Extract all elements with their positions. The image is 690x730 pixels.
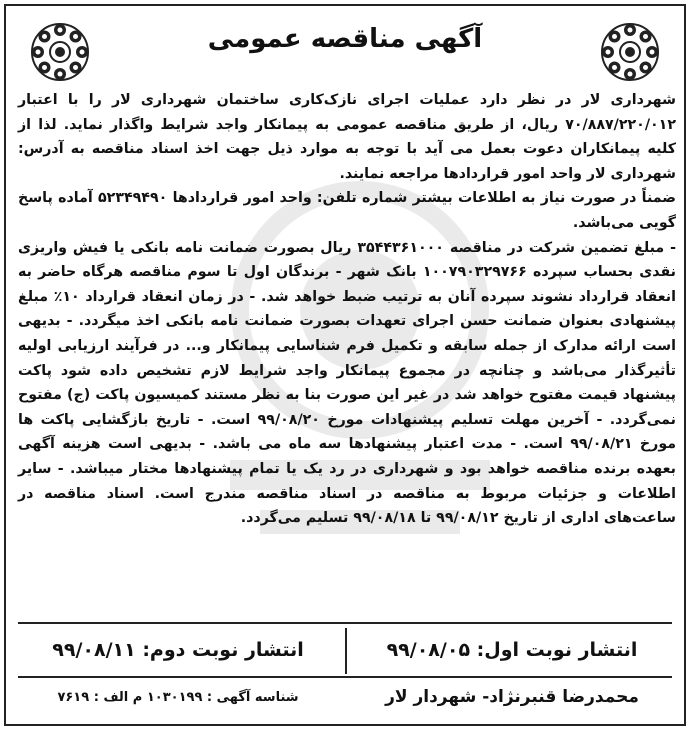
- contact-paragraph: ضمناً در صورت نیاز به اطلاعات بیشتر شماره تلفن: واحد امور قراردادها ۵۲۳۴۹۴۹۰ آماده پاسخ گویی می‌باشد.: [18, 190, 677, 231]
- footer-divider-top: [18, 622, 672, 624]
- ad-identifier: شناسه آگهی : ۱۰۳۰۱۹۹ م الف : ۷۶۱۹: [57, 689, 299, 705]
- municipality-emblem-icon: [28, 20, 92, 84]
- ad-body: [18, 88, 676, 531]
- ad-header: [6, 6, 684, 84]
- municipality-emblem-icon: [598, 20, 662, 84]
- second-publication-date: انتشار نوبت دوم: ۹۹/۰۸/۱۱: [52, 639, 304, 661]
- intro-paragraph: شهرداری لار در نظر دارد عملیات اجرای نازک‌کاری ساختمان شهرداری لار را با اعتبار ۷۰/۸۸۷/۲۲۰/۰۱۲ ریال، از طریق مناقصه عمومی به پیمانکار واجد شرایط واگذار نماید. لذا از کلیه پیمانکاران دعوت بعمل می آید با توجه به موارد ذیل جهت اخذ اسناد مناقصه به آدرس: شهرداری لار واحد امور قراردادها مراجعه نمایند.: [18, 92, 676, 182]
- page-title: آگهی مناقصه عمومی: [207, 24, 483, 54]
- signer-name: محمدرضا قنبرنژاد- شهردار لار: [385, 687, 639, 707]
- footer-divider-bottom: [18, 676, 672, 678]
- publication-row: [18, 630, 672, 670]
- signature-row: [18, 680, 672, 714]
- conditions-paragraph: - مبلغ تضمین شرکت در مناقصه ۳۵۴۴۳۶۱۰۰۰ ریال بصورت ضمانت نامه بانکی یا فیش واریزی نقدی بحساب سپرده ۱۰۰۷۹۰۳۲۹۷۶۶ بانک شهر - برندگان اول تا سوم مناقصه هرگاه حاضر به انعقاد قرارداد نشوند سپرده آنان به ترتیب ضبط خواهد شد. - در زمان انعقاد قرارداد ۱۰٪ مبلغ پیشنهادی بعنوان ضمانت حسن اجرای تعهدات بصورت ضمانت نامه بانکی اخذ میگردد. - بدیهی است ارائه مدارک از جمله سابقه و تکمیل فرم شناسایی پیمانکار و... در فرآیند ارزیابی اولیه تأثیرگذار می‌باشد و چنانچه در مجموع پیمانکار واجد شرایط لازم تشخیص داده شود پاکت پیشنهاد قیمت مفتوح خواهد شد در غیر این صورت بنا به نظر مستند کمیسیون پاکت (ج) مفتوح نمی‌گردد. - آخرین مهلت تسلیم پیشنهادات مورخ ۹۹/۰۸/۲۰ است. - تاریخ بازگشایی پاکت ها مورخ ۹۹/۰۸/۲۱ است. - مدت اعتبار پیشنهادها سه ماه می باشد. - بدیهی است هزینه آگهی بعهده برنده مناقصه خواهد بود و شهرداری در رد یک یا تمام پیشنهادها مختار میباشد. - سایر اطلاعات و جزئیات مربوط به مناقصه در اسناد مناقصه مندرج است. اسناد مناقصه در ساعت‌های اداری از تاریخ ۹۹/۰۸/۱۲ تا ۹۹/۰۸/۱۸ تسلیم می‌گردد.: [18, 239, 677, 527]
- first-publication-date: انتشار نوبت اول: ۹۹/۰۸/۰۵: [386, 639, 638, 661]
